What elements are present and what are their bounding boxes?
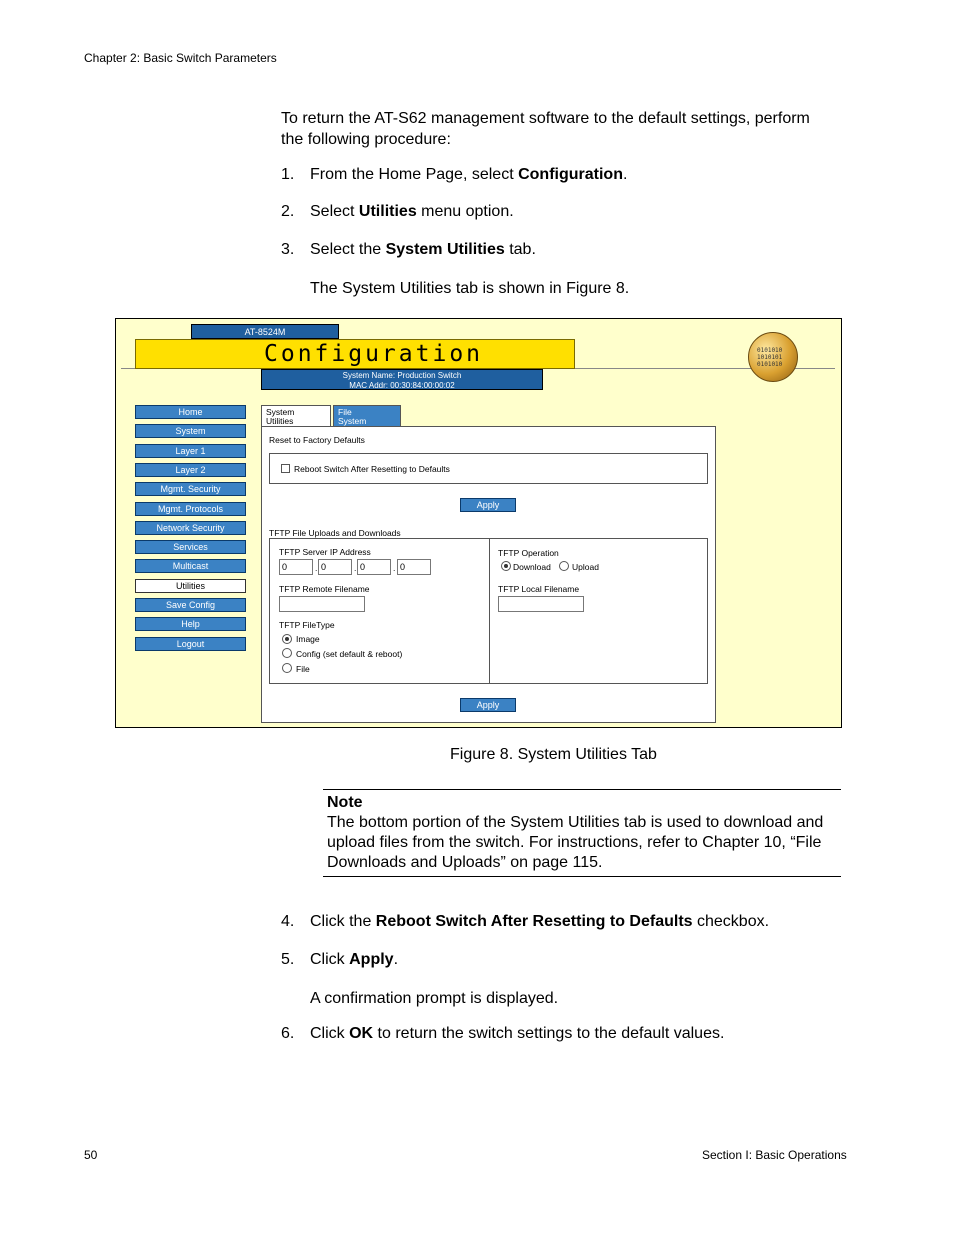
model-bar: AT-8524M [191, 324, 339, 339]
nav-mgmt-protocols[interactable]: Mgmt. Protocols [135, 502, 246, 516]
mac-address: MAC Addr: 00:30:84:00:00:02 [349, 381, 455, 390]
tab-system-utilities[interactable]: System Utilities [261, 405, 331, 427]
tab-file-system[interactable]: File System [333, 405, 401, 427]
operation-upload-radio[interactable] [559, 561, 569, 571]
reboot-checkbox[interactable] [281, 464, 290, 473]
globe-logo-icon [748, 332, 798, 382]
page-number: 50 [84, 1148, 98, 1162]
nav-home[interactable]: Home [135, 405, 246, 419]
remote-filename-input[interactable] [279, 596, 365, 612]
step-5: 5. Click Apply. [281, 951, 399, 968]
note-title: Note [327, 794, 363, 811]
running-header: Chapter 2: Basic Switch Parameters [84, 51, 277, 65]
ip-octet-3-input[interactable]: 0 [357, 559, 391, 575]
tftp-filetype-label: TFTP FileType [279, 620, 335, 630]
ip-dot: . [354, 563, 357, 573]
running-footer: Section I: Basic Operations [702, 1148, 847, 1162]
ip-dot: . [393, 563, 396, 573]
nav-multicast[interactable]: Multicast [135, 559, 246, 573]
tftp-operation-label: TFTP Operation [498, 548, 559, 558]
ip-octet-4-input[interactable]: 0 [397, 559, 431, 575]
intro-paragraph: To return the AT-S62 management software to the default settings, perform the following procedure: [281, 110, 810, 148]
tftp-server-ip-label: TFTP Server IP Address [279, 547, 371, 557]
note-text: The bottom portion of the System Utilities tab is used to download and upload files from the switch. For instructions, refer to Chapter 10, “File Downloads and Uploads” on page 115. [327, 814, 824, 871]
ip-octet-1-input[interactable]: 0 [279, 559, 313, 575]
operation-upload-label: Upload [572, 562, 599, 572]
local-filename-input[interactable] [498, 596, 584, 612]
filetype-config-label: Config (set default & reboot) [296, 649, 403, 659]
tftp-remote-filename-label: TFTP Remote Filename [279, 584, 370, 594]
filetype-file-label: File [296, 664, 310, 674]
step-4: 4. Click the Reboot Switch After Resetting to Defaults checkbox. [281, 913, 770, 930]
nav-mgmt-security[interactable]: Mgmt. Security [135, 482, 246, 496]
figure-reference: The System Utilities tab is shown in Figure 8. [310, 280, 630, 297]
filetype-image-radio[interactable] [282, 634, 292, 644]
nav-layer-1[interactable]: Layer 1 [135, 444, 246, 458]
nav-utilities[interactable]: Utilities [135, 579, 246, 593]
system-info-bar [261, 369, 543, 390]
step-3: 3. Select the System Utilities tab. [281, 241, 536, 258]
filetype-image-label: Image [296, 634, 320, 644]
system-name: System Name: Production Switch [342, 371, 462, 380]
note-top-rule [323, 789, 841, 790]
operation-download-radio[interactable] [501, 561, 511, 571]
nav-system[interactable]: System [135, 424, 246, 438]
ip-dot: . [315, 563, 318, 573]
nav-network-security[interactable]: Network Security [135, 521, 246, 535]
configuration-banner [135, 339, 575, 369]
filetype-config-radio[interactable] [282, 648, 292, 658]
apply-tftp-button[interactable]: Apply [460, 698, 516, 712]
banner-title: Configuration [264, 341, 484, 367]
nav-services[interactable]: Services [135, 540, 246, 554]
nav-layer-2[interactable]: Layer 2 [135, 463, 246, 477]
system-utilities-screenshot [115, 318, 842, 728]
nav-save-config[interactable]: Save Config [135, 598, 246, 612]
step-2: 2. Select Utilities menu option. [281, 203, 514, 220]
tftp-section-label: TFTP File Uploads and Downloads [269, 528, 401, 538]
reset-section-label: Reset to Factory Defaults [269, 435, 365, 445]
apply-reset-button[interactable]: Apply [460, 498, 516, 512]
operation-download-label: Download [513, 562, 551, 572]
ip-octet-2-input[interactable]: 0 [318, 559, 352, 575]
step-6: 6. Click OK to return the switch settings to the default values. [281, 1025, 725, 1042]
globe-text: 0101010 1010101 0101010 [757, 347, 783, 368]
reboot-checkbox-label: Reboot Switch After Resetting to Defaults [294, 464, 450, 474]
figure-caption: Figure 8. System Utilities Tab [450, 746, 657, 763]
tftp-local-filename-label: TFTP Local Filename [498, 584, 580, 594]
nav-help[interactable]: Help [135, 617, 246, 631]
filetype-file-radio[interactable] [282, 663, 292, 673]
nav-logout[interactable]: Logout [135, 637, 246, 651]
confirmation-text: A confirmation prompt is displayed. [310, 990, 559, 1007]
note-bottom-rule [323, 876, 841, 877]
step-1: 1. From the Home Page, select Configuration. [281, 166, 628, 183]
